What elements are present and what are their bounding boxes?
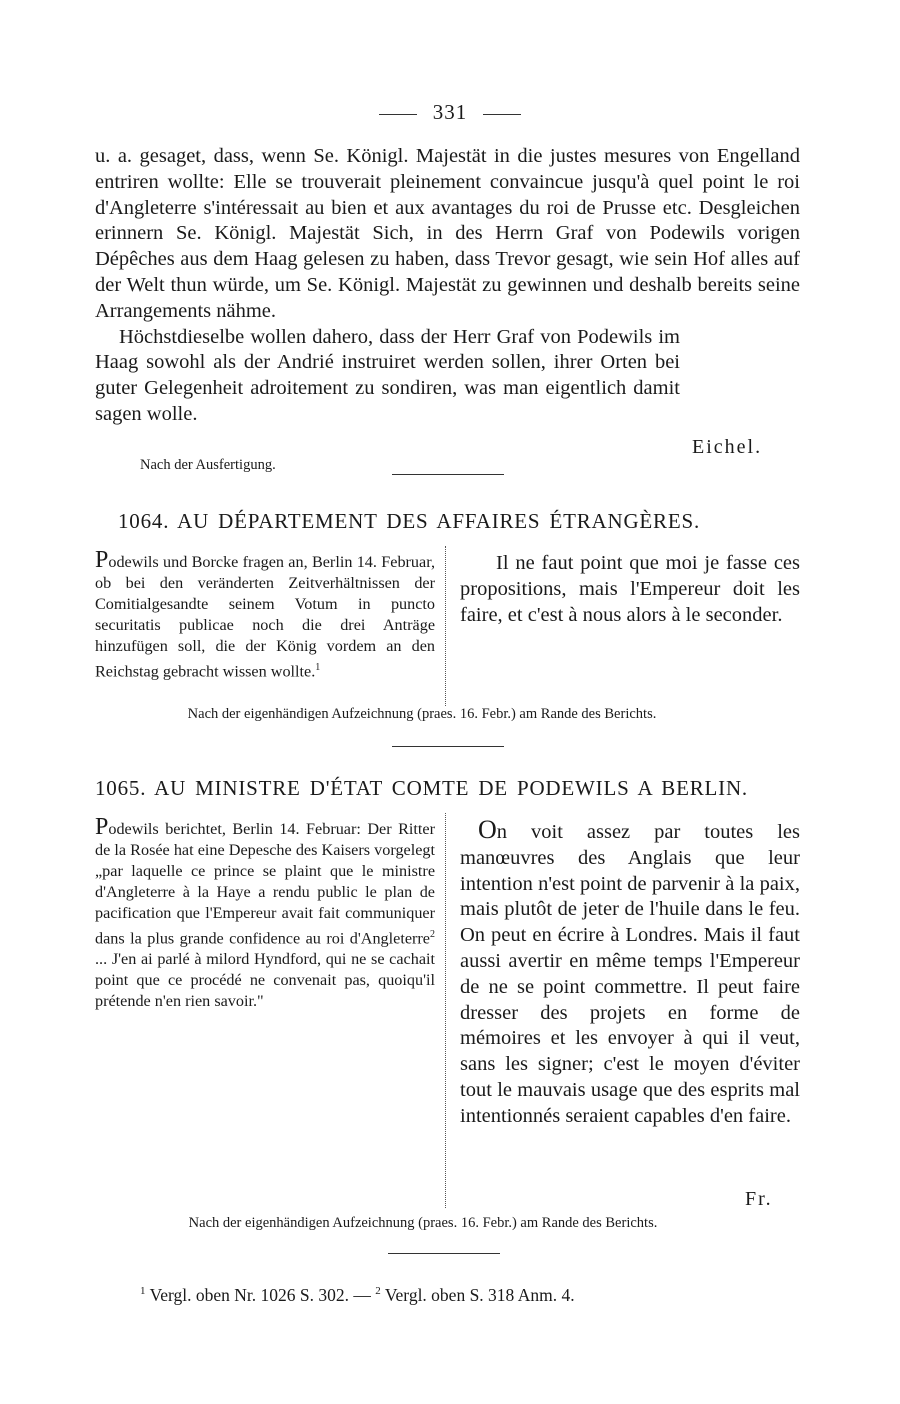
section-divider-2	[392, 746, 504, 747]
section-1065-source-note: Nach der eigenhändigen Aufzeichnung (praes. 16. Febr.) am Rande des Berichts.	[188, 1215, 658, 1231]
section-1064-column-divider	[445, 546, 446, 706]
page-number	[0, 100, 900, 125]
page-number-dash-right	[483, 114, 521, 115]
footnote-1-text: Vergl. oben Nr. 1026 S. 302. —	[149, 1285, 371, 1305]
footnote-2-text: Vergl. oben S. 318 Anm. 4.	[384, 1285, 575, 1305]
section-divider-1	[392, 474, 504, 475]
section-1064-heading: 1064. AU DÉPARTEMENT DES AFFAIRES ÉTRANGÈRES.	[118, 509, 700, 533]
section-1065-initial: P	[95, 814, 109, 840]
section-1065-heading: 1065. AU MINISTRE D'ÉTAT COMTE DE PODEWILS A BERLIN.	[95, 776, 748, 800]
section-1065-summary-text-b: ... J'en ai parlé à milord Hyndford, qui ne se cachait point que ce procédé ne convenait pas, quoiqu'il prétende n'en rien savoir."	[95, 950, 435, 1011]
section-1064-initial: P	[95, 547, 109, 573]
section-1064-reply	[460, 551, 800, 628]
footnote-2-mark: 2	[375, 1285, 381, 1297]
section-1065-reply-text: n voit assez par toutes les manœuvres des Anglais que leur intention n'est point de parvenir à la paix, mais plutôt de jeter de l'huile dans le feu. On peut en écrire à Londres. Mais il faut aussi avertir en même temps l'Empereur de ne se point commettre. Il peut faire dresser des projets en forme de mémoires et les envoyer à qui il veut, sans les signer; c'est le moyen d'éviter tout le mauvais usage que des esprits mal intentionnés seraient capables d'en faire.	[460, 821, 800, 1127]
section-divider-3	[388, 1253, 500, 1254]
top-letter	[95, 144, 800, 428]
section-1064-footnote-mark: 1	[315, 662, 321, 673]
footnote-1-mark: 1	[140, 1285, 146, 1297]
section-1065-reply-initial: O	[478, 815, 497, 844]
top-letter-source-note: Nach der Ausfertigung.	[140, 457, 276, 473]
section-1065-summary-text-a: odewils berichtet, Berlin 14. Februar: Der Ritter de la Rosée hat eine Depesche des Kaisers vorgelegt „par laquelle ce prince se plaint que le ministre d'Angleterre à la Haye a rendu public le plan de pacification que l'Empereur avait fait communiquer dans la plus grande confidence au roi d'Angleterre	[95, 820, 435, 948]
top-letter-paragraph-2: Höchstdieselbe wollen dahero, dass der Herr Graf von Podewils im Haag sowohl als der Andrié instruiret werden sollen, ihrer Orten bei guter Gelegenheit adroitement zu sondiren, was man eigentlich damit sagen wolle.	[95, 325, 680, 425]
top-letter-paragraph-1: u. a. gesaget, dass, wenn Se. Königl. Majestät in die justes mesures von Engelland entriren wollte: Elle se trouverait pleinement convaincue jusqu'à quel point le roi d'Angleterre s'intéressait au bien et aux avantages du roi de Prusse etc. Desgleichen erinnern Se. Königl. Majestät Sich, in des Herrn Graf von Podewils vorigen Dépêches aus dem Haag gelesen zu haben, dass Trevor gesagt, wie sein Hof alles auf der Welt thun würde, um Se. Königl. Majestät zu gewinnen und deshalb bereits seine Arrangements nähme.	[95, 145, 800, 322]
footnotes	[140, 1285, 575, 1306]
section-1065-column-divider	[445, 813, 446, 1208]
section-1064-reply-text: Il ne faut point que moi je fasse ces propositions, mais l'Empereur doit les faire, et c'est à nous alors à le seconder.	[460, 552, 800, 626]
page-number-text: 331	[432, 100, 468, 124]
page-number-dash-left	[379, 114, 417, 115]
section-1064-source-note: Nach der eigenhändigen Aufzeichnung (praes. 16. Febr.) am Rande des Berichts.	[187, 706, 657, 722]
top-letter-signature: Eichel.	[692, 436, 763, 458]
section-1065-reply	[460, 817, 800, 1130]
section-1064-summary	[95, 547, 435, 682]
section-1065-signature: Fr.	[745, 1188, 773, 1210]
section-1065-summary	[95, 814, 435, 1012]
section-1065-footnote-mark: 2	[430, 929, 435, 940]
section-1064-summary-text: odewils und Borcke fragen an, Berlin 14. Februar, ob bei den veränderten Zeitverhältnissen der Comitialgesandte seinem Votum in puncto securitatis publicae noch die drei Anträge hinzufügen soll, die der König vordem an den Reichstag gebracht wissen wollte.	[95, 553, 435, 681]
